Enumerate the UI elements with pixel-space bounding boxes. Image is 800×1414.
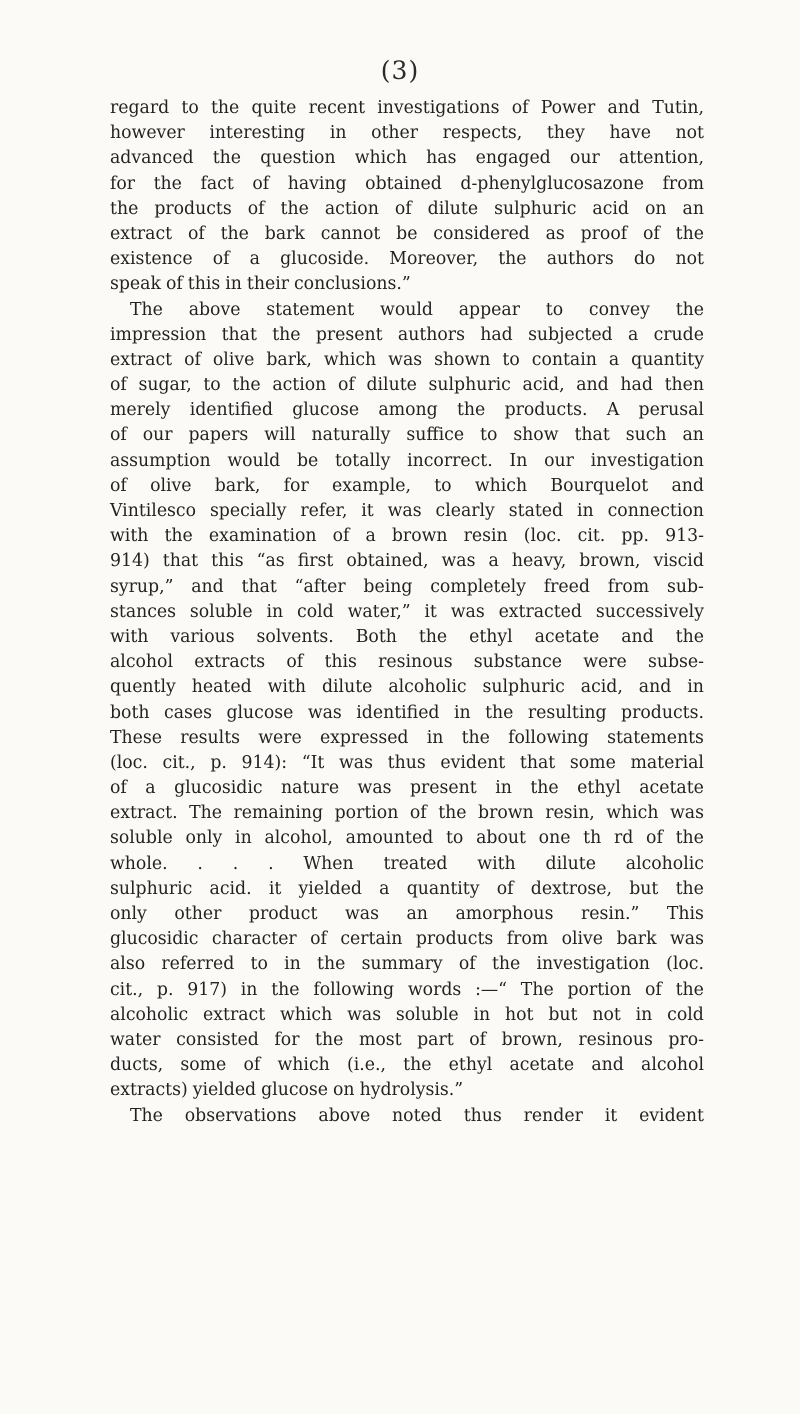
- text-line: speak of this in their conclusions.”: [110, 274, 411, 295]
- text-line: ducts, some of which (i.e., the ethyl acetate and alcohol: [110, 1055, 704, 1076]
- text-line: extracts) yielded glucose on hydrolysis.”: [110, 1080, 464, 1101]
- text-line: advanced the question which has engaged our attention,: [110, 148, 704, 169]
- text-line: whole. . . . When treated with dilute alcoholic: [110, 853, 704, 874]
- text-line: stances soluble in cold water,” it was extracted successively: [110, 601, 704, 622]
- text-line: water consisted for the most part of brown, resinous pro-: [110, 1029, 704, 1050]
- text-line: of sugar, to the action of dilute sulphuric acid, and had then: [110, 375, 704, 396]
- text-line: Vintilesco specially refer, it was clearly stated in connection: [110, 501, 704, 521]
- text-line: quently heated with dilute alcoholic sulphuric acid, and in: [110, 677, 704, 698]
- text-line: however interesting in other respects, they have not: [110, 123, 704, 144]
- text-line: of olive bark, for example, to which Bourquelot and: [110, 475, 704, 496]
- text-line: of our papers will naturally suffice to show that such an: [110, 425, 704, 446]
- body-text: [110, 96, 704, 1129]
- text-line: (loc. cit., p. 914): “It was thus evident that some material: [110, 752, 704, 773]
- text-line: assumption would be totally incorrect. In our investigation: [110, 450, 704, 471]
- text-line: with various solvents. Both the ethyl acetate and the: [110, 626, 704, 647]
- text-line: extract of the bark cannot be considered as proof of the: [110, 223, 704, 244]
- text-line: soluble only in alcohol, amounted to about one th rd of the: [110, 828, 704, 849]
- text-line: extract of olive bark, which was shown to contain a quantity: [110, 349, 704, 370]
- text-line: alcohol extracts of this resinous substance were subse-: [110, 652, 704, 673]
- text-line: 914) that this “as first obtained, was a heavy, brown, viscid: [110, 551, 704, 572]
- text-line: syrup,” and that “after being completely freed from sub-: [110, 576, 704, 597]
- text-line: the products of the action of dilute sulphuric acid on an: [110, 198, 704, 219]
- text-line: impression that the present authors had subjected a crude: [110, 324, 704, 345]
- text-line: only other product was an amorphous resin.” This: [110, 904, 704, 924]
- text-line: merely identified glucose among the products. A perusal: [110, 400, 704, 421]
- text-line: extract. The remaining portion of the brown resin, which was: [110, 803, 704, 824]
- text-line: The above statement would appear to convey the: [130, 299, 704, 320]
- text-line: These results were expressed in the following statements: [110, 727, 704, 748]
- text-line: existence of a glucoside. Moreover, the authors do not: [110, 249, 704, 270]
- text-line: of a glucosidic nature was present in the ethyl acetate: [110, 778, 704, 799]
- text-line: sulphuric acid. it yielded a quantity of dextrose, but the: [110, 878, 704, 899]
- text-line: regard to the quite recent investigations of Power and Tutin,: [110, 98, 704, 118]
- text-line: also referred to in the summary of the investigation (loc.: [110, 954, 704, 975]
- text-line: for the fact of having obtained d-phenylglucosazone from: [110, 173, 704, 194]
- text-line: glucosidic character of certain products from olive bark was: [110, 929, 704, 950]
- page-number: (3): [380, 56, 420, 85]
- text-line: The observations above noted thus render it evident: [130, 1105, 704, 1126]
- text-line: alcoholic extract which was soluble in hot but not in cold: [110, 1004, 704, 1025]
- text-line: with the examination of a brown resin (loc. cit. pp. 913-: [110, 526, 704, 547]
- text-line: both cases glucose was identified in the resulting products.: [110, 702, 704, 723]
- text-line: cit., p. 917) in the following words :—“ The portion of the: [110, 979, 704, 1000]
